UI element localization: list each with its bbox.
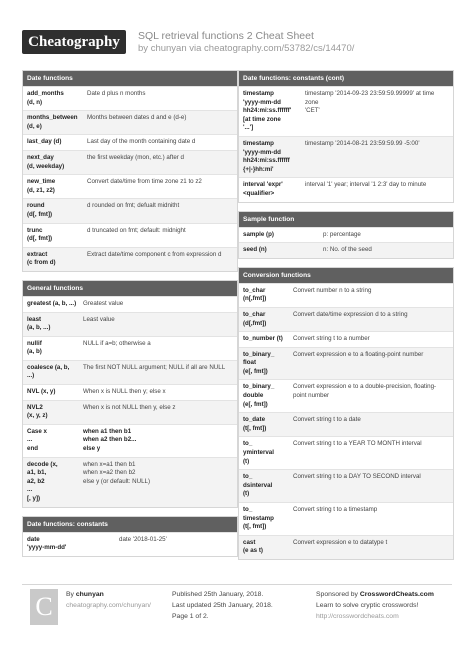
function-signature: cast (e as t) [243, 538, 263, 555]
function-description: Convert string t to a number [293, 335, 370, 343]
function-description: d rounded on fmt; defualt midnitht [87, 202, 180, 210]
table-row [239, 136, 453, 177]
table-row [239, 535, 453, 559]
table-row [239, 283, 453, 307]
footer-sponsor [316, 589, 434, 622]
table-row [23, 247, 237, 271]
section-title: Date functions: constants [23, 517, 237, 532]
function-description: Extract date/time component c from expression d [87, 250, 222, 258]
table-row [239, 242, 453, 258]
function-description: The first NOT NULL argument; NULL if all are NULL [83, 363, 226, 371]
function-signature: date 'yyyy-mm-dd' [27, 535, 67, 552]
function-signature: months_between (d, e) [27, 114, 78, 130]
function-description: when a1 then b1 when a2 then b2... else y [83, 427, 137, 453]
table-row [23, 198, 237, 222]
function-signature: coalesce (a, b, ...) [27, 363, 70, 380]
table-row [23, 110, 237, 134]
table-row [239, 469, 453, 502]
function-description: timestamp '2014-08-21 23:59:59.99 -5:00' [305, 139, 420, 147]
author-avatar[interactable]: C [30, 589, 58, 625]
table-row [23, 296, 237, 312]
table-row [239, 86, 453, 136]
function-description: Convert expression e to datatype t [293, 538, 388, 546]
function-signature: to_ dsinterval (t) [243, 473, 273, 498]
footer [22, 584, 452, 630]
table-row [23, 457, 237, 507]
function-description: Last day of the month containing date d [87, 138, 196, 146]
sponsor-tagline: Learn to solve cryptic crosswords! [316, 602, 419, 609]
section-sample-function [238, 211, 454, 259]
table-row [23, 134, 237, 150]
function-description: timestamp '2014-09-23 23:59:59.99999' at time zone 'CET' [305, 90, 435, 115]
published-date: Published 25th January, 2018. [172, 591, 264, 598]
function-description: Date d plus n months [87, 90, 146, 97]
header [0, 0, 474, 66]
table-row [23, 532, 237, 556]
function-description: Months between dates d and e (d-e) [87, 114, 187, 122]
table-row [239, 502, 453, 535]
function-description: Convert string t to a timestamp [293, 506, 378, 513]
section-conversion-functions [238, 267, 454, 560]
footer-author-url[interactable]: cheatography.com/chunyan/ [66, 602, 151, 609]
function-description: Convert date/time expression d to a string [293, 310, 408, 318]
section-date-constants [22, 516, 238, 557]
table-row [23, 174, 237, 198]
function-description: When x is not NULL then y, else z [83, 403, 176, 411]
function-signature: to_binary_ float (e[, fmt]) [243, 350, 275, 375]
function-signature: new_time (d, z1, z2) [27, 178, 56, 194]
function-description: Least value [83, 315, 115, 323]
function-signature: to_char (d[,fmt]) [243, 310, 267, 327]
function-description: when x=a1 then b1 when x=a2 then b2 else y (or default: NULL) [83, 460, 151, 485]
function-description: Convert string t to a date [293, 416, 361, 424]
function-signature: decode (x, a1, b1, a2, b2 ... [, y]) [27, 460, 58, 502]
function-signature: to_number (t) [243, 335, 283, 343]
function-signature: timestamp 'yyyy-mm-dd hh24:mi:ss.ffffff' [at time zone '...'] [243, 90, 292, 132]
table-row [23, 400, 237, 424]
function-description: the first weekday (mon, etc.) after d [87, 153, 184, 161]
function-signature: seed (n) [243, 246, 267, 254]
function-signature: to_char (n[,fmt]) [243, 286, 267, 303]
sponsor-url[interactable]: http://crosswordcheats.com [316, 613, 399, 620]
section-title: Date functions [23, 71, 237, 86]
section-date-constants-cont [238, 70, 454, 203]
function-signature: nullif (a, b) [27, 339, 42, 356]
by-prefix: by [138, 43, 151, 54]
function-description: p: percentage [323, 230, 361, 238]
section-date-functions [22, 70, 238, 272]
function-description: NULL if a=b; otherwise a [83, 339, 151, 347]
function-description: When x is NULL then y; else x [83, 388, 166, 396]
function-signature: greatest (a, b, ...) [27, 299, 77, 307]
updated-date: Last updated 25th January, 2018. [172, 602, 273, 609]
table-row [239, 331, 453, 347]
left-column [22, 70, 238, 565]
table-row [23, 223, 237, 247]
author-link[interactable]: chunyan [150, 43, 187, 54]
byline [138, 43, 354, 54]
table-row [23, 360, 237, 384]
function-signature: timestamp 'yyyy-mm-dd hh24:mi:ss.ffffff {+|-}hh:mi' [243, 139, 290, 173]
table-row [239, 307, 453, 331]
function-signature: trunc (d[, fmt]) [27, 226, 53, 243]
function-description: Convert expression e to a floating-point number [293, 350, 424, 358]
function-signature: Case x ... end [27, 427, 47, 453]
function-signature: least (a, b, ...) [27, 315, 51, 332]
sponsor-link[interactable]: CrosswordCheats.com [359, 591, 434, 598]
function-signature: interval 'expr' <qualifier> [243, 181, 283, 197]
via-text: via [186, 43, 205, 54]
table-row [23, 336, 237, 360]
function-signature: sample (p) [243, 230, 274, 238]
function-description: Convert string t to a DAY TO SECOND interval [293, 473, 421, 481]
function-description: Convert number n to a string [293, 286, 372, 294]
table-row [23, 424, 237, 457]
table-row [23, 86, 237, 110]
footer-author [66, 589, 151, 611]
function-signature: to_date (t[, fmt]) [243, 416, 267, 432]
function-description: date '2018-01-25' [119, 535, 167, 543]
function-signature: to_ timestamp (t[, fmt]) [243, 506, 274, 531]
table-row [239, 177, 453, 201]
table-row [239, 379, 453, 412]
function-signature: round (d[, fmt]) [27, 202, 53, 218]
section-general-functions [22, 280, 238, 508]
function-description: Convert expression e to a double-precision, floating- point number [293, 383, 437, 400]
site-logo[interactable]: Cheatography [22, 30, 126, 54]
page-number: Page 1 of 2. [172, 613, 209, 620]
table-row [239, 412, 453, 436]
footer-author-link[interactable]: chunyan [75, 591, 104, 598]
right-column [238, 70, 454, 568]
function-signature: NVL (x, y) [27, 388, 56, 396]
section-title: Date functions: constants (cont) [239, 71, 453, 86]
table-row [23, 312, 237, 336]
table-row [23, 384, 237, 400]
function-description: Greatest value [83, 299, 124, 307]
function-description: n: No. of the seed [323, 246, 372, 254]
sheet-url-link[interactable]: cheatography.com/53782/cs/14470/ [204, 43, 355, 54]
section-title: Sample function [239, 212, 453, 227]
sponsor-prefix: Sponsored by [316, 591, 360, 598]
table-row [239, 436, 453, 469]
table-row [23, 150, 237, 174]
table-row [239, 347, 453, 380]
page-title: SQL retrieval functions 2 Cheat Sheet [138, 30, 314, 42]
function-description: Convert string t to a YEAR TO MONTH interval [293, 440, 422, 448]
function-signature: last_day (d) [27, 138, 62, 146]
function-signature: NVL2 (x, y, z) [27, 403, 48, 420]
by-label: By [66, 591, 76, 598]
function-signature: next_day (d, weekday) [27, 153, 65, 170]
function-signature: add_months (d, n) [27, 90, 64, 106]
function-description: interval '1' year; interval '1 2:3' day to minute [305, 181, 427, 189]
function-description: d truncated on fmt; default: midnight [87, 226, 186, 234]
table-row [239, 227, 453, 243]
section-title: General functions [23, 281, 237, 296]
section-title: Conversion functions [239, 268, 453, 283]
footer-dates [172, 589, 273, 622]
function-signature: to_binary_ double (e[, fmt]) [243, 383, 275, 408]
function-signature: extract (c from d) [27, 250, 56, 267]
function-description: Convert date/time from time zone z1 to z2 [87, 178, 202, 186]
function-signature: to_ yminterval (t) [243, 440, 274, 465]
